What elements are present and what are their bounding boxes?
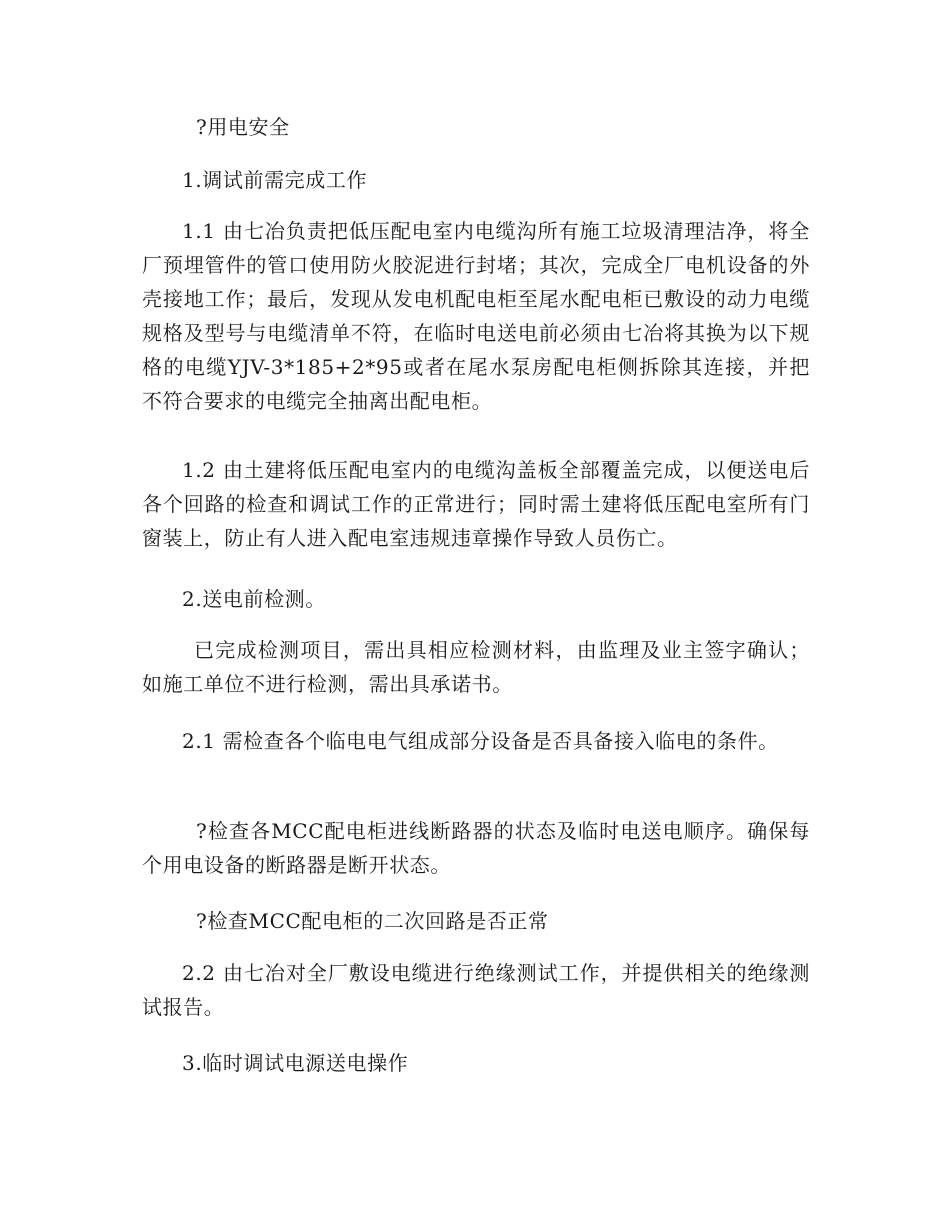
paragraph-check-mcc-breakers: ?检查各MCC配电柜进线断路器的状态及临时电送电顺序。确保每个用电设备的断路器是断开状态。 [142,819,810,877]
section-heading-electrical-safety: ?用电安全 [196,115,290,139]
heading-pre-commissioning-work: 1.调试前需完成工作 [182,168,368,192]
paragraph-2-1: 2.1 需检查各个临电电气组成部分设备是否具备接入临电的条件。 [182,729,779,753]
paragraph-1-2: 1.2 由土建将低压配电室内的电缆沟盖板全部覆盖完成，以便送电后各个回路的检查和调试工作的正常进行；同时需土建将低压配电室所有门窗装上，防止有人进入配电室违规违章操作导致人员伤亡。 [142,458,810,550]
heading-temporary-power-operation: 3.临时调试电源送电操作 [182,1051,409,1075]
paragraph-2-2: 2.2 由七冶对全厂敷设电缆进行绝缘测试工作，并提供相关的绝缘测试报告。 [142,961,810,1019]
paragraph-completed-tests: 已完成检测项目，需出具相应检测材料，由监理及业主签字确认；如施工单位不进行检测，需出具承诺书。 [142,638,810,696]
paragraph-1-1: 1.1 由七冶负责把低压配电室内电缆沟所有施工垃圾清理洁净，将全厂预埋管件的管口使用防火胶泥进行封堵；其次，完成全厂电机设备的外壳接地工作；最后，发现从发电机配电柜至尾水配电柜已敷设的动力电缆规格及型号与电缆清单不符，在临时电送电前必须由七冶将其换为以下规格的电缆YJV-3*185+2*95或者在尾水泵房配电柜侧拆除其连接，并把不符合要求的电缆完全抽离出配电柜。 [142,219,810,413]
paragraph-check-mcc-secondary: ?检查MCC配电柜的二次回路是否正常 [196,909,549,933]
heading-pre-energization-testing: 2.送电前检测。 [182,587,326,611]
